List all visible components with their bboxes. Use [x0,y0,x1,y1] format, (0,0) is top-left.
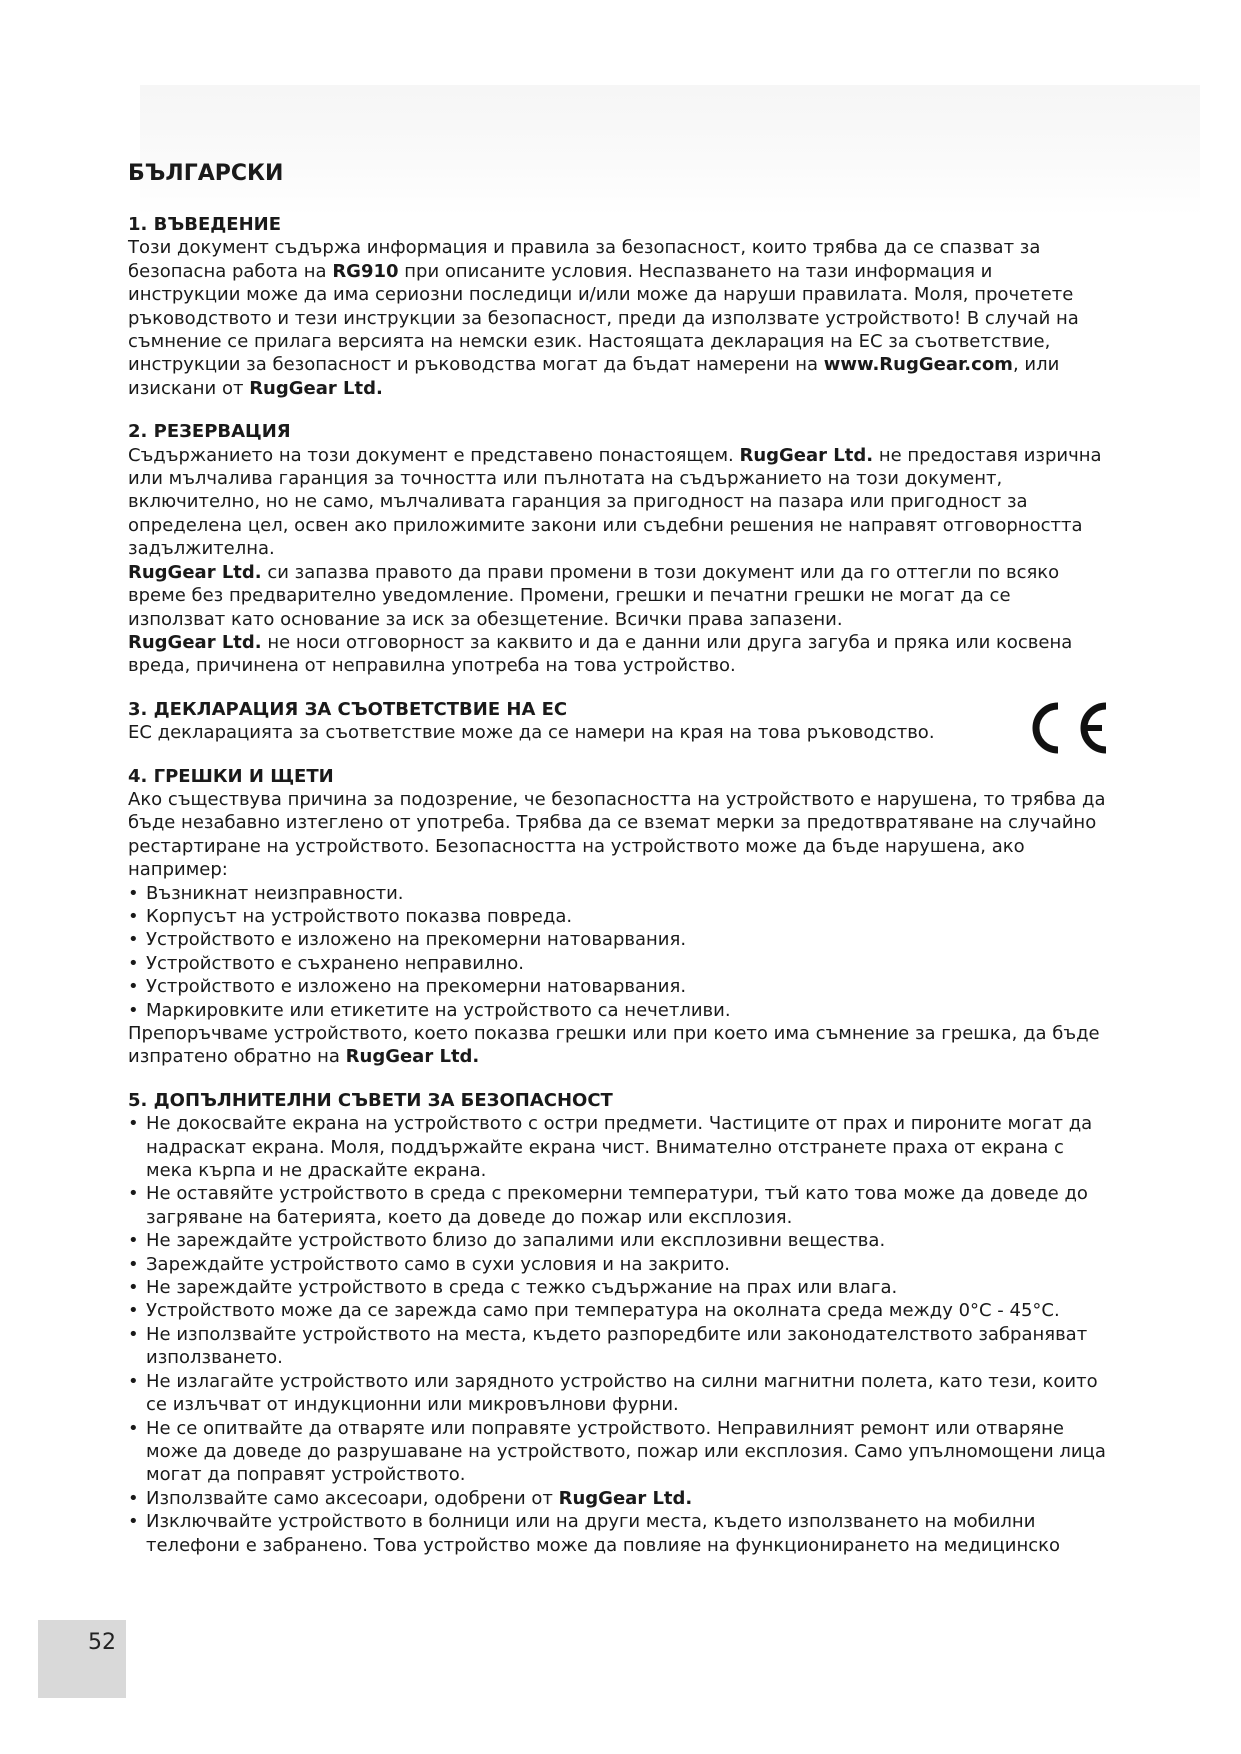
text-run: Този документ съдържа информация и правила за безопасност, които трябва да се спазват за безопасна работа на [128,237,1041,282]
section-heading: 1. ВЪВЕДЕНИЕ [128,214,282,235]
section-paragraph [128,561,1108,631]
list-item: • Устройството може да се зарежда само при температура на околната среда между 0°C - 45°C. [128,1299,1108,1322]
section-paragraph [128,631,1108,678]
text-run: Препоръчваме устройството, което показва грешки или при което има съмнение за грешка, да бъде изпратено обратно на [128,1023,1100,1068]
section-errors-damage [128,765,1108,1069]
text-run: не предоставя изрична или мълчалива гаранция за точността или пълнотата на съдържанието на този документ, включително, но не само, мълчаливата гаранция за пригодност на пазара или пригодност за определена цел, освен ако приложимите закони или съдебни решения не направят отговорността задължителна. [128,444,1102,560]
list-item: • Не зареждайте устройството близо до запалими или експлозивни вещества. [128,1229,1108,1252]
text-run: Използвайте само аксесоари, одобрени от [146,1487,559,1509]
company-name: RugGear Ltd. [558,1487,693,1509]
text-run: при описаните условия. Неспазването на тази информация и инструкции може да има сериозни последици и/или може да наруши правилата. Моля, прочетете ръководството и тези инструкции за безопасност, преди да използвате устройството! В случай на съмнение се прилага версията на немски език. Настоящата декларация на ЕС за съответствие, инструкции за безопасност и ръководства могат да бъдат намерени на [128,260,1079,376]
list-item: • Не докосвайте екрана на устройството с остри предмети. Частиците от прах и пироните могат да надраскат екрана. Моля, поддържайте екрана чист. Внимателно отстранете праха от екрана с мека кърпа и не драскайте екрана. [128,1112,1108,1182]
text-run: , или изискани от [128,354,1060,399]
list-item: • Не използвайте устройството на места, където разпоредбите или законодателството забраняват използването. [128,1323,1108,1370]
section-heading: 2. РЕЗЕРВАЦИЯ [128,421,291,443]
section-heading: 3. ДЕКЛАРАЦИЯ ЗА СЪОТВЕТСТВИЕ НА ЕС [128,698,568,720]
section-eu-declaration [128,698,1108,745]
section-paragraph [128,236,1108,400]
company-name: RugGear Ltd. [249,377,383,399]
company-name: RugGear Ltd. [345,1046,480,1068]
list-item: • Не зареждайте устройството в среда с тежко съдържание на прах или влага. [128,1276,1108,1299]
section-disclaimer [128,420,1108,677]
bullet-list [128,1112,1108,1557]
website-link[interactable]: www.RugGear.com [823,354,1013,376]
bullet-list [128,882,1108,1022]
list-item [128,1487,1108,1510]
section-introduction [128,213,1108,400]
ce-mark-icon [1028,698,1118,758]
section-paragraph [128,444,1108,561]
company-name: RugGear Ltd. [128,561,262,583]
section-paragraph: Ако съществува причина за подозрение, че безопасността на устройството е нарушена, то трябва да бъде незабавно изтеглено от употреба. Трябва да се вземат мерки за предотвратяване на случайно рестартиране на устройството. Безопасността на устройството може да бъде нарушена, ако например: [128,788,1106,881]
list-item: • Не оставяйте устройството в среда с прекомерни температури, тъй като това може да доведе до загряване на батерията, което да доведе до пожар или експлозия. [128,1182,1108,1229]
model-name: RG910 [332,260,399,282]
page-number: 52 [88,1630,116,1655]
company-name: RugGear Ltd. [128,631,262,653]
text-run: си запазва правото да прави промени в този документ или да го оттегли по всяко време без предварително уведомление. Промени, грешки и печатни грешки не могат да се използват като основание за иск за обезщетение. Всички права запазени. [128,561,1060,630]
list-item: • Корпусът на устройството показва повреда. [128,905,1108,928]
document-body [128,160,1108,1577]
list-item: • Устройството е изложено на прекомерни натоварвания. [128,928,1108,951]
section-safety-tips [128,1089,1108,1557]
list-item: • Зареждайте устройството само в сухи условия и на закрито. [128,1253,1108,1276]
text-run: Съдържанието на този документ е представено понастоящем. [128,444,740,466]
list-item: • Не се опитвайте да отваряте или поправяте устройството. Неправилният ремонт или отваряне може да доведе до разрушаване на устройството, пожар или експлозия. Само упълномощени лица могат да поправят устройството. [128,1417,1108,1487]
list-item: • Изключвайте устройството в болници или на други места, където използването на мобилни телефони е забранено. Това устройство може да повлияе на функционирането на медицинско [128,1510,1108,1557]
text-run: не носи отговорност за каквито и да е данни или друга загуба и пряка или косвена вреда, причинена от неправилна употреба на това устройство. [128,631,1073,677]
list-item: • Не излагайте устройството или зарядното устройство на силни магнитни полета, като тези, които се излъчват от индукционни или микровълнови фурни. [128,1370,1108,1417]
list-item: • Маркировките или етикетите на устройството са нечетливи. [128,999,1108,1022]
company-name: RugGear Ltd. [739,444,874,466]
page-title: БЪЛГАРСКИ [128,161,284,186]
section-heading: 5. ДОПЪЛНИТЕЛНИ СЪВЕТИ ЗА БЕЗОПАСНОСТ [128,1089,613,1111]
list-item: • Устройството е съхранено неправилно. [128,952,1108,975]
section-paragraph [128,1022,1108,1069]
list-item: • Възникнат неизправности. [128,882,1108,905]
page-number-tab [38,1620,126,1698]
list-item: • Устройството е изложено на прекомерни натоварвания. [128,975,1108,998]
section-heading: 4. ГРЕШКИ И ЩЕТИ [128,765,334,787]
section-paragraph: ЕС декларацията за съответствие може да се намери на края на това ръководство. [128,722,935,744]
